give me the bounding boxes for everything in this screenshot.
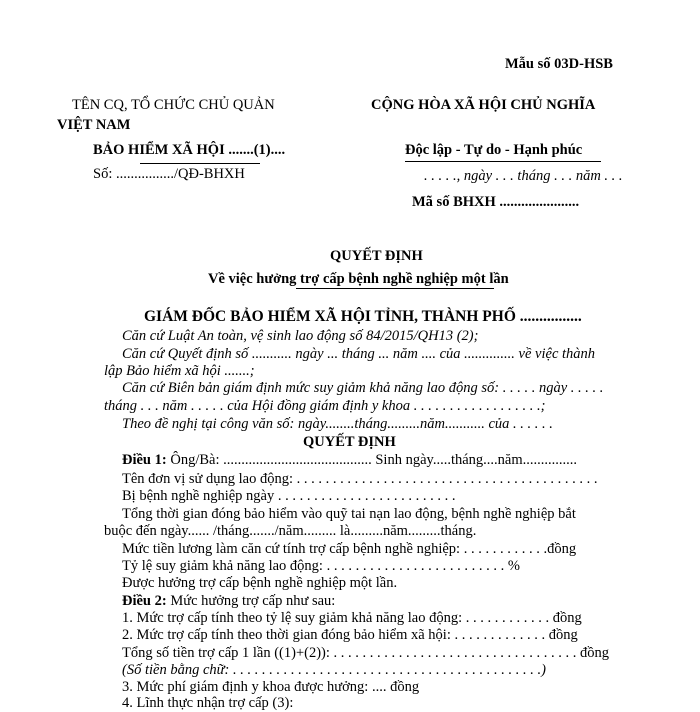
basis-assessment-cont: tháng . . . năm . . . . . của Hội đồng giám định y khoa . . . . . . . . . . . . . . . . . .; <box>104 398 546 414</box>
article-2-item-1: 1. Mức trợ cấp tính theo tỷ lệ suy giảm khả năng lao động: . . . . . . . . . . . . đồng <box>122 610 582 626</box>
basis-assessment: Căn cứ Biên bản giám định mức suy giảm khả năng lao động số: . . . . . ngày . . . . . <box>122 380 604 396</box>
article-1-employer: Tên đơn vị sử dụng lao động: . . . . . . . . . . . . . . . . . . . . . . . . . . . . . . . . . . . . . . . . . . <box>122 471 598 487</box>
article-2-total: Tổng số tiền trợ cấp 1 lần ((1)+(2)): . . . . . . . . . . . . . . . . . . . . . . . . . . . . . . . . . . đồng <box>122 645 610 661</box>
agency-parent-country: VIỆT NAM <box>57 117 131 133</box>
basis-decision: Căn cứ Quyết định số ........... ngày ... tháng ... năm .... của .............. về việc thành <box>122 346 596 362</box>
article-1-disease-date: Bị bệnh nghề nghiệp ngày . . . . . . . . . . . . . . . . . . . . . . . . . <box>122 488 456 504</box>
article-1-entitlement: Được hưởng trợ cấp bệnh nghề nghiệp một lần. <box>122 575 398 591</box>
social-insurance-code: Mã số BHXH ...................... <box>412 194 580 210</box>
article-2-text: Mức hưởng trợ cấp như sau: <box>166 593 336 609</box>
article-2-item-4: 4. Lĩnh thực nhận trợ cấp (3): <box>122 695 294 711</box>
agency-parent-line: TÊN CQ, TỔ CHỨC CHỦ QUẢN <box>72 97 275 113</box>
article-1-salary-basis: Mức tiền lương làm căn cứ tính trợ cấp bệnh nghề nghiệp: . . . . . . . . . . . .đồng <box>122 541 577 557</box>
agency-underline <box>140 163 260 164</box>
place-date: . . . . ., ngày . . . tháng . . . năm . . . <box>424 168 623 184</box>
subtitle-underline <box>296 288 494 289</box>
basis-law: Căn cứ Luật An toàn, vệ sinh lao động số 84/2015/QH13 (2); <box>122 328 479 344</box>
article-2-amount-words: (Số tiền bằng chữ: . . . . . . . . . . . . . . . . . . . . . . . . . . . . . . . . . . . . . . . . . . .) <box>122 662 546 678</box>
article-1-line <box>122 452 577 469</box>
basis-decision-cont: lập Bảo hiểm xã hội .......; <box>104 363 255 379</box>
article-1-label: Điều 1: <box>122 452 167 468</box>
article-2-item-2: 2. Mức trợ cấp tính theo thời gian đóng bảo hiểm xã hội: . . . . . . . . . . . . . đồng <box>122 627 578 643</box>
article-1-text: Ông/Bà: ......................................... Sinh ngày.....tháng....năm............... <box>166 452 577 468</box>
article-1-contribution-time-cont: buộc đến ngày...... /tháng......./năm......... là.........năm.........tháng. <box>104 523 477 539</box>
decision-number: Số: ................/QĐ-BHXH <box>93 166 245 182</box>
director-heading: GIÁM ĐỐC BẢO HIỂM XÃ HỘI TỈNH, THÀNH PHỐ ................ <box>144 308 582 325</box>
motto-underline <box>405 161 601 162</box>
article-1-contribution-time: Tổng thời gian đóng bảo hiểm vào quỹ tai nạn lao động, bệnh nghề nghiệp bắt <box>122 506 576 522</box>
document-subtitle: Về việc hưởng trợ cấp bệnh nghề nghiệp một lần <box>208 271 509 287</box>
article-2-item-3: 3. Mức phí giám định y khoa được hưởng: .... đồng <box>122 679 420 695</box>
basis-proposal: Theo đề nghị tại công văn số: ngày........tháng.........năm........... của . . . . . . <box>122 416 553 432</box>
article-2-label: Điều 2: <box>122 593 167 609</box>
country-name: CỘNG HÒA XÃ HỘI CHỦ NGHĨA <box>371 97 596 113</box>
form-code: Mẫu số 03D-HSB <box>505 56 613 72</box>
decision-heading: QUYẾT ĐỊNH <box>303 434 396 450</box>
article-1-disability-rate: Tỷ lệ suy giảm khả năng lao động: . . . . . . . . . . . . . . . . . . . . . . . . . % <box>122 558 520 574</box>
agency-name: BẢO HIỂM XÃ HỘI .......(1).... <box>93 142 286 158</box>
national-motto: Độc lập - Tự do - Hạnh phúc <box>405 142 583 158</box>
article-2-line <box>122 593 335 610</box>
document-title: QUYẾT ĐỊNH <box>330 248 423 264</box>
